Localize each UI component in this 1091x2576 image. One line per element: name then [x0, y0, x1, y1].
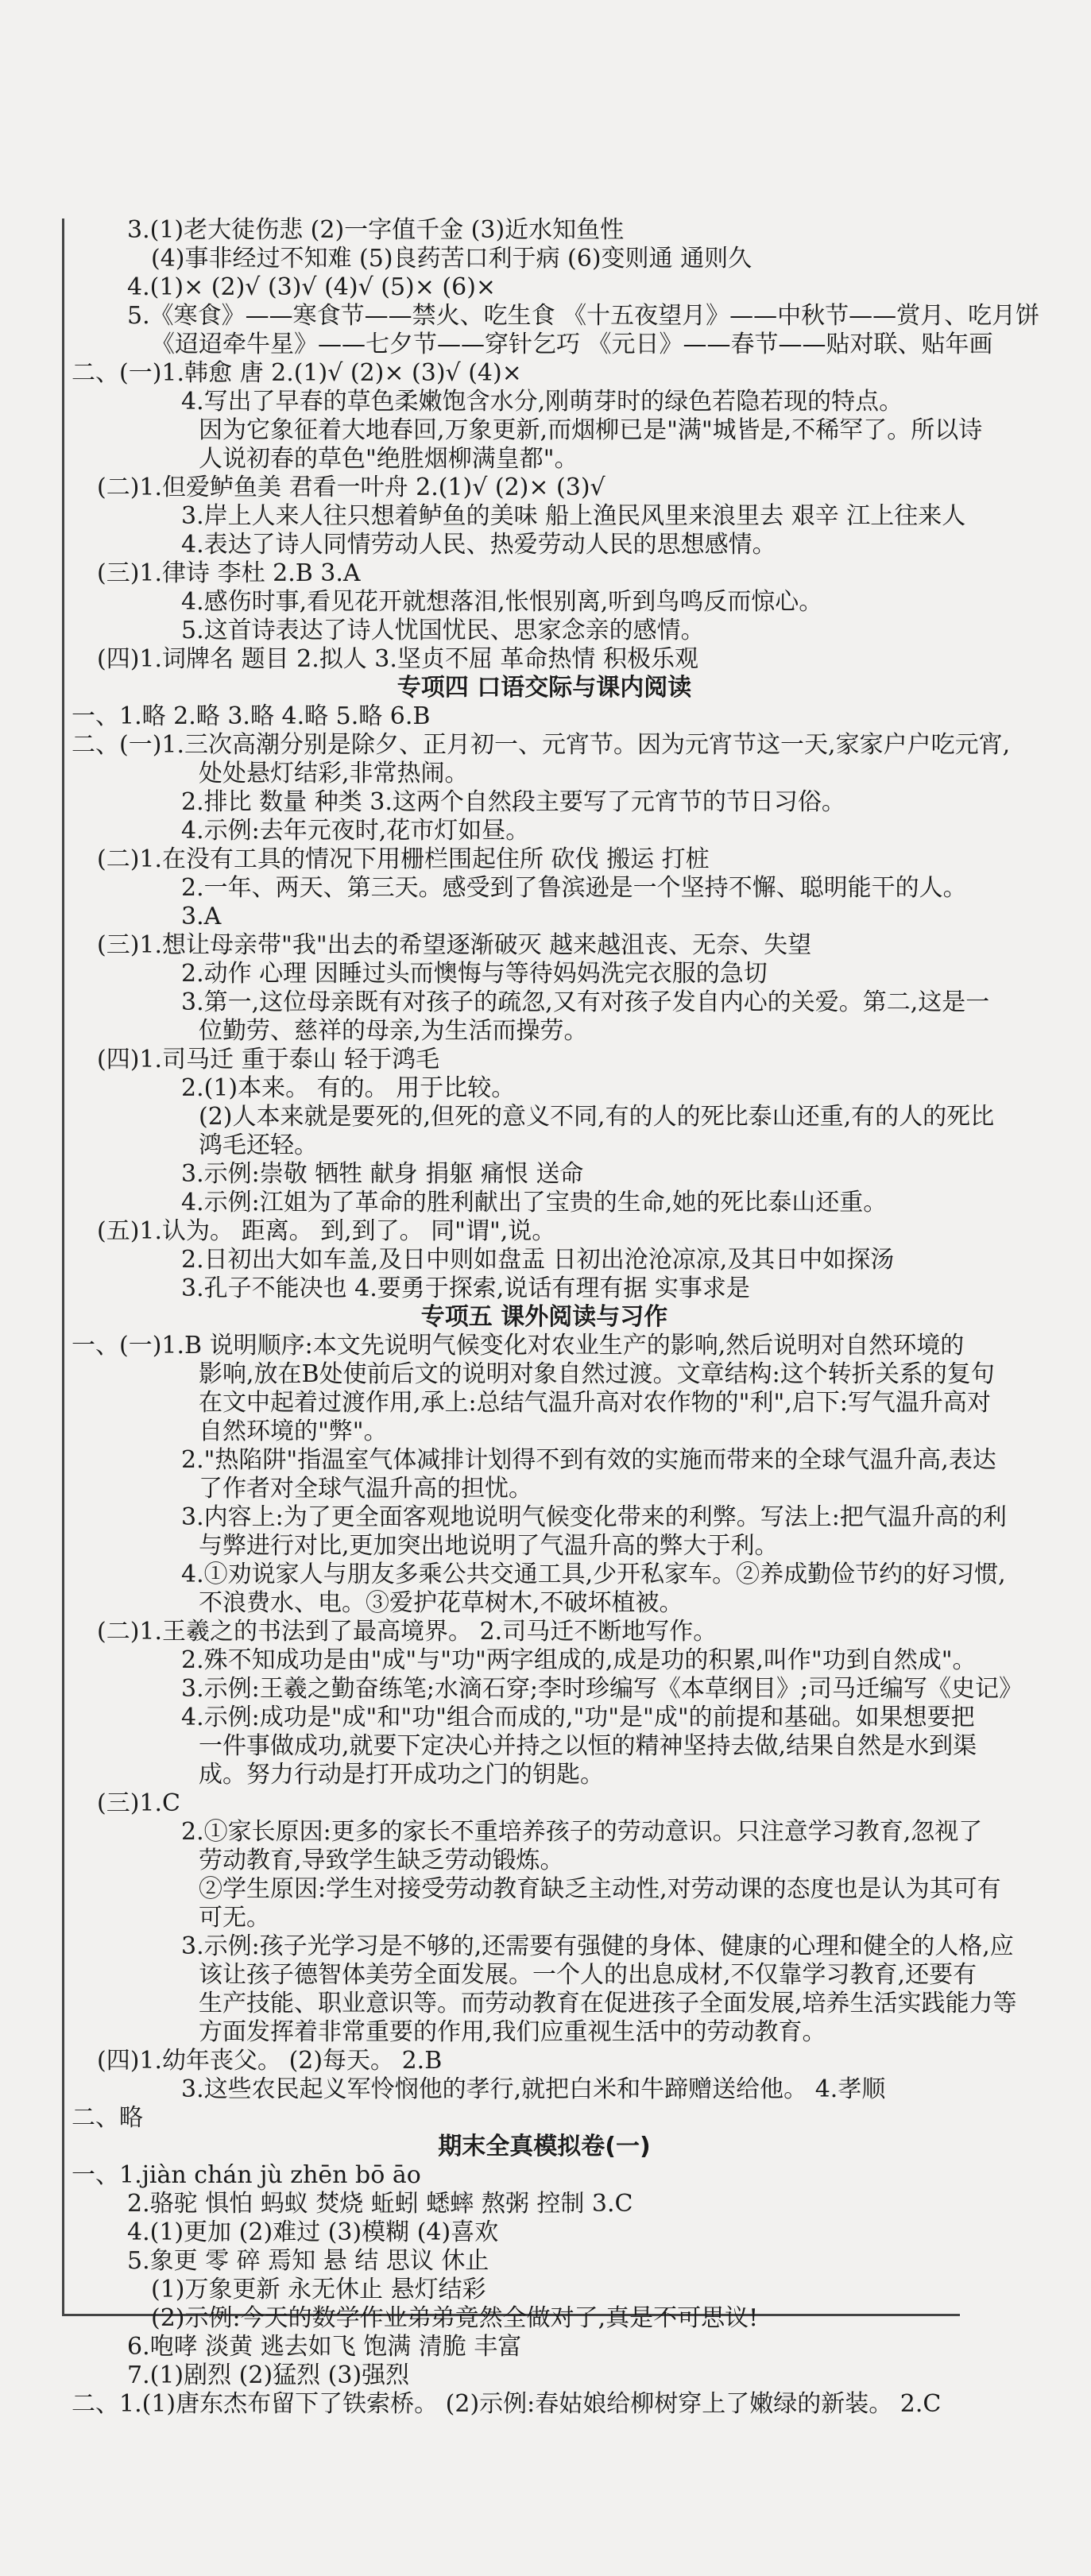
- answer-line: 5.《寒食》——寒食节——禁火、吃生食 《十五夜望月》——中秋节——赏月、吃月饼: [127, 302, 1040, 330]
- answer-line: 4.表达了诗人同情劳动人民、热爱劳动人民的思想感情。: [181, 531, 776, 559]
- answer-line: 4.(1)× (2)√ (3)√ (4)√ (5)× (6)×: [127, 273, 497, 301]
- answer-line: 3.这些农民起义军怜悯他的孝行,就把白米和牛蹄赠送给他。 4.孝顺: [181, 2075, 886, 2103]
- answer-line: 鸿毛还轻。: [199, 1131, 318, 1159]
- answer-line: (四)1.幼年丧父。 (2)每天。 2.B: [97, 2047, 443, 2075]
- answer-line: 处处悬灯结彩,非常热闹。: [199, 760, 469, 787]
- answer-line: (三)1.想让母亲带"我"出去的希望逐渐破灭 越来越沮丧、无奈、失望: [97, 931, 812, 959]
- answer-line: 2.日初出大如车盖,及日中则如盘盂 日初出沧沧凉凉,及其日中如探汤: [181, 1246, 895, 1274]
- left-margin-rule: [62, 219, 64, 2316]
- answer-line: 二、略: [72, 2104, 143, 2132]
- answer-line: 2.①家长原因:更多的家长不重培养孩子的劳动意识。只注意学习教育,忽视了: [181, 1818, 983, 1846]
- answer-line: 自然环境的"弊"。: [199, 1418, 388, 1445]
- answer-line: 4.感伤时事,看见花开就想落泪,怅恨别离,听到鸟鸣反而惊心。: [181, 588, 823, 616]
- answer-line: (2)示例:今天的数学作业弟弟竟然全做对了,真是不可思议!: [151, 2304, 759, 2332]
- answer-line: 《迢迢牵牛星》——七夕节——穿针乞巧 《元日》——春节——贴对联、贴年画: [151, 331, 993, 358]
- answer-line: 3.A: [181, 903, 222, 930]
- answer-line: (三)1.C: [97, 1789, 180, 1817]
- answer-line: 2.动作 心理 因睡过头而懊悔与等待妈妈洗完衣服的急切: [181, 960, 768, 988]
- answer-line: 3.示例:孩子光学习是不够的,还需要有强健的身体、健康的心理和健全的人格,应: [181, 1932, 1014, 1960]
- section-heading: 专项四 口语交际与课内阅读: [397, 674, 692, 702]
- answer-line: 二、1.(1)唐东杰布留下了铁索桥。 (2)示例:春姑娘给柳树穿上了嫩绿的新装。 2.C: [72, 2390, 942, 2418]
- answer-line: 4.示例:江姐为了革命的胜利献出了宝贵的生命,她的死比泰山还重。: [181, 1189, 888, 1216]
- answer-line: 4.示例:成功是"成"和"功"组合而成的,"功"是"成"的前提和基础。如果想要把: [181, 1704, 975, 1731]
- answer-line: 3.(1)老大徒伤悲 (2)一字值千金 (3)近水知鱼性: [127, 216, 625, 244]
- answer-line: 2.排比 数量 种类 3.这两个自然段主要写了元宵节的节日习俗。: [181, 788, 845, 816]
- section-heading: 期末全真模拟卷(一): [438, 2133, 651, 2160]
- answer-line: (四)1.词牌名 题目 2.拟人 3.坚贞不屈 革命热情 积极乐观: [97, 645, 698, 673]
- answer-line: 3.孔子不能决也 4.要勇于探索,说话有理有据 实事求是: [181, 1274, 750, 1302]
- answer-line: (二)1.王羲之的书法到了最高境界。 2.司马迁不断地写作。: [97, 1618, 718, 1646]
- answer-line: 2.骆驼 惧怕 蚂蚁 焚烧 蚯蚓 蟋蟀 熬粥 控制 3.C: [127, 2190, 633, 2218]
- answer-line: 4.示例:去年元夜时,花市灯如昼。: [181, 817, 530, 845]
- answer-line: 一、1.略 2.略 3.略 4.略 5.略 6.B: [72, 702, 431, 730]
- answer-line: 不浪费水、电。③爱护花草树木,不破坏植被。: [199, 1589, 683, 1617]
- answer-line: 6.咆哮 淡黄 逃去如飞 饱满 清脆 丰富: [127, 2333, 522, 2361]
- answer-content: [72, 216, 1040, 2418]
- section-heading: 专项五 课外阅读与习作: [420, 1303, 668, 1331]
- answer-line: 劳动教育,导致学生缺乏劳动锻炼。: [199, 1847, 564, 1874]
- answer-line: 2."热陷阱"指温室气体减排计划得不到有效的实施而带来的全球气温升高,表达: [181, 1446, 996, 1474]
- answer-line: 二、(一)1.韩愈 唐 2.(1)√ (2)× (3)√ (4)×: [72, 359, 522, 387]
- answer-line: (二)1.但爱鲈鱼美 君看一叶舟 2.(1)√ (2)× (3)√: [97, 474, 605, 501]
- answer-line: (四)1.司马迁 重于泰山 轻于鸿毛: [97, 1046, 440, 1073]
- answer-line: 3.岸上人来人往只想着鲈鱼的美味 船上渔民风里来浪里去 艰辛 江上往来人: [181, 502, 966, 530]
- answer-line: 2.殊不知成功是由"成"与"功"两字组成的,成是功的积累,叫作"功到自然成"。: [181, 1646, 977, 1674]
- answer-line: 4.(1)更加 (2)难过 (3)模糊 (4)喜欢: [127, 2218, 499, 2246]
- answer-line: 人说初春的草色"绝胜烟柳满皇都"。: [199, 445, 578, 473]
- answer-line: (2)人本来就是要死的,但死的意义不同,有的人的死比泰山还重,有的人的死比: [199, 1103, 995, 1131]
- answer-line: 方面发挥着非常重要的作用,我们应重视生活中的劳动教育。: [199, 2018, 826, 2046]
- answer-line: 2.一年、两天、第三天。感受到了鲁滨逊是一个坚持不懈、聪明能干的人。: [181, 874, 967, 902]
- answer-line: 7.(1)剧烈 (2)猛烈 (3)强烈: [127, 2361, 410, 2389]
- answer-line: 与弊进行对比,更加突出地说明了气温升高的弊大于利。: [199, 1532, 779, 1560]
- answer-line: 可无。: [199, 1904, 270, 1932]
- answer-line: 成。努力行动是打开成功之门的钥匙。: [199, 1761, 604, 1789]
- answer-line: (三)1.律诗 李杜 2.B 3.A: [97, 559, 361, 587]
- answer-line: 一、(一)1.B 说明顺序:本文先说明气候变化对农业生产的影响,然后说明对自然环境的: [72, 1332, 965, 1360]
- answer-line: 生产技能、职业意识等。而劳动教育在促进孩子全面发展,培养生活实践能力等: [199, 1990, 1017, 2017]
- answer-line: 5.象更 零 碎 焉知 悬 结 思议 休止: [127, 2247, 489, 2275]
- answer-line: 该让孩子德智体美劳全面发展。一个人的出息成材,不仅靠学习教育,还要有: [199, 1961, 977, 1989]
- answer-line: 3.内容上:为了更全面客观地说明气候变化带来的利弊。写法上:把气温升高的利: [181, 1503, 1007, 1531]
- answer-line: 在文中起着过渡作用,承上:总结气温升高对农作物的"利",启下:写气温升高对: [199, 1389, 991, 1417]
- answer-line: 3.示例:崇敬 牺牲 献身 捐躯 痛恨 送命: [181, 1160, 584, 1188]
- answer-line: (4)事非经过不知难 (5)良药苦口利于病 (6)变则通 通则久: [151, 245, 752, 273]
- answer-line: 4.①劝说家人与朋友多乘公共交通工具,少开私家车。②养成勤俭节约的好习惯,: [181, 1561, 1006, 1588]
- answer-line: (五)1.认为。 距离。 到,到了。 同"谓",说。: [97, 1217, 556, 1245]
- answer-line: 了作者对全球气温升高的担忧。: [199, 1475, 532, 1503]
- answer-line: 5.这首诗表达了诗人忧国忧民、思家念亲的感情。: [181, 617, 705, 644]
- answer-line: ②学生原因:学生对接受劳动教育缺乏主动性,对劳动课的态度也是认为其可有: [199, 1875, 1001, 1903]
- answer-line: 位勤劳、慈祥的母亲,为生活而操劳。: [199, 1017, 588, 1045]
- answer-line: (二)1.在没有工具的情况下用栅栏围起住所 砍伐 搬运 打桩: [97, 845, 710, 873]
- answer-line: 因为它象征着大地春回,万象更新,而烟柳已是"满"城皆是,不稀罕了。所以诗: [199, 416, 983, 444]
- answer-line: 2.(1)本来。 有的。 用于比较。: [181, 1074, 516, 1102]
- answer-line: 一件事做成功,就要下定决心并持之以恒的精神坚持去做,结果自然是水到渠: [199, 1732, 977, 1760]
- answer-line: 3.示例:王羲之勤奋练笔;水滴石穿;李时珍编写《本草纲目》;司马迁编写《史记》: [181, 1675, 1023, 1703]
- answer-line: (1)万象更新 永无休止 悬灯结彩: [151, 2276, 486, 2303]
- answer-line: 二、(一)1.三次高潮分别是除夕、正月初一、元宵节。因为元宵节这一天,家家户户吃元宵,: [72, 731, 1011, 759]
- answer-line: 3.第一,这位母亲既有对孩子的疏忽,又有对孩子发自内心的关爱。第二,这是一: [181, 988, 990, 1016]
- answer-line: 一、1.jiàn chán jù zhēn bō āo: [72, 2161, 421, 2189]
- answer-line: 4.写出了早春的草色柔嫩饱含水分,刚萌芽时的绿色若隐若现的特点。: [181, 388, 903, 416]
- answer-line: 影响,放在B处使前后文的说明对象自然过渡。文章结构:这个转折关系的复句: [199, 1360, 995, 1388]
